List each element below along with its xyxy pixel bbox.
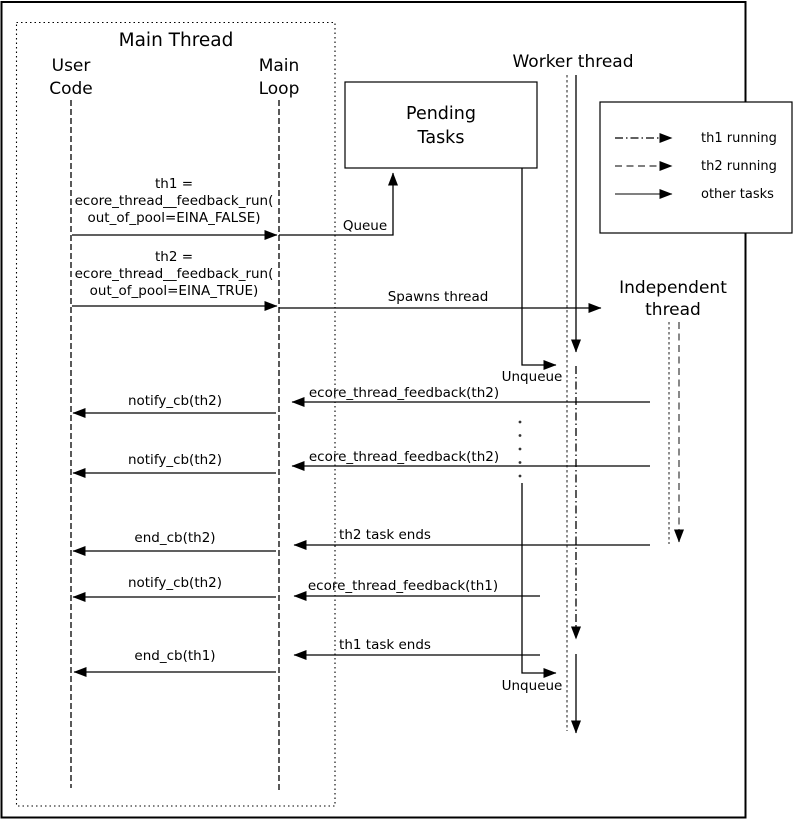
feedback-th2-2-label: ecore_thread_feedback(th2): [308, 449, 500, 465]
independent-thread-label-line2: thread: [645, 300, 701, 320]
feedback-th1-label: ecore_thread_feedback(th1): [307, 578, 499, 594]
unqueue-bottom-arrow: [522, 483, 556, 673]
notify-cb-3-label: notify_cb(th2): [127, 575, 223, 591]
th1-call-label-line2: ecore_thread__feedback_run(: [74, 193, 274, 209]
user-code-label-line2: Code: [49, 79, 93, 99]
pending-tasks-label-line1: Pending: [406, 104, 476, 124]
th2-task-ends-label: th2 task ends: [339, 527, 431, 543]
pending-tasks-box: [345, 82, 537, 168]
unqueue-bottom-label: Unqueue: [501, 678, 563, 694]
legend: [600, 102, 792, 233]
th1-task-ends-label: th1 task ends: [339, 637, 431, 653]
end-cb-th1-label: end_cb(th1): [134, 648, 216, 664]
legend-th2-label: th2 running: [701, 159, 777, 174]
main-thread-container: [17, 23, 336, 807]
spawns-thread-label: Spawns thread: [387, 289, 489, 305]
worker-thread-label: Worker thread: [512, 52, 634, 72]
notify-cb-2-label: notify_cb(th2): [127, 452, 223, 468]
legend-other-label: other tasks: [701, 187, 774, 202]
queue-label: Queue: [342, 218, 388, 234]
main-thread-title: Main Thread: [118, 30, 234, 51]
th1-call-label-line1: th1 =: [154, 176, 194, 192]
th2-call-label-line3: out_of_pool=EINA_TRUE): [89, 283, 259, 299]
queue-continuation-dots: [519, 421, 522, 478]
main-loop-label-line1: Main: [258, 56, 300, 76]
th2-call-label-line2: ecore_thread__feedback_run(: [74, 266, 274, 282]
notify-cb-1-label: notify_cb(th2): [127, 393, 223, 409]
main-loop-label-line2: Loop: [258, 79, 300, 99]
independent-thread-label-line1: Independent: [619, 278, 727, 298]
unqueue-top-label: Unqueue: [501, 369, 563, 385]
unqueue-top-arrow: [522, 168, 556, 365]
pending-tasks-label-line2: Tasks: [417, 128, 465, 148]
th2-call-label-line1: th2 =: [154, 249, 194, 265]
legend-th1-label: th1 running: [701, 131, 777, 146]
end-cb-th2-label: end_cb(th2): [134, 530, 216, 546]
th1-call-label-line3: out_of_pool=EINA_FALSE): [87, 210, 261, 226]
feedback-th2-1-label: ecore_thread_feedback(th2): [308, 385, 500, 401]
user-code-label-line1: User: [51, 56, 91, 76]
